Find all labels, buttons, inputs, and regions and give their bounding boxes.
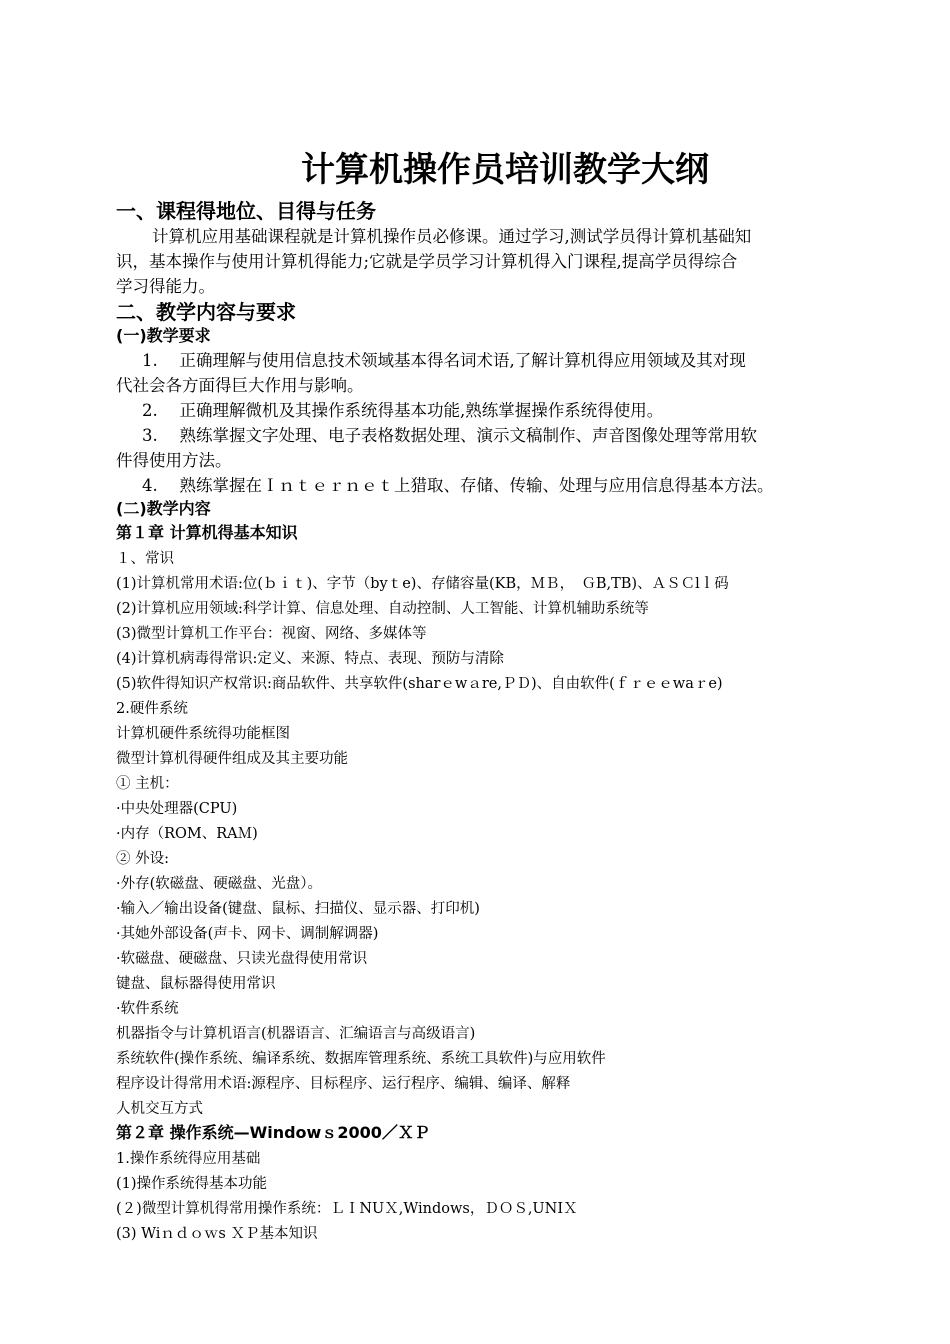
section-heading-content: 二、教学内容与要求 (116, 300, 296, 324)
list-item: １、常识 (116, 551, 174, 567)
list-item: (5)软件得知识产权常识:商品软件、共享软件(sharｅwａre,ＰＤ)、自由软件(ｆｒｅｅwaｒe) (116, 676, 723, 692)
list-item: ·外存(软磁盘、硬磁盘、光盘）。 (116, 876, 323, 892)
paragraph-line: 计算机应用基础课程就是计算机操作员必修课。通过学习,测试学员得计算机基础知 (152, 227, 752, 246)
section-heading-course-position: 一、课程得地位、目得与任务 (116, 199, 376, 223)
requirement-item-continued: 件得使用方法。 (116, 451, 232, 470)
list-item: (1)计算机常用术语:位(ｂｉｔ)、字节（byｔe)、存储容量(KB，ＭＢ， ＧB,TB)、ＡＳＣlｌ码 (116, 576, 729, 592)
subsection-heading-requirements: (一)教学要求 (116, 326, 211, 345)
list-item: (2)计算机应用领域:科学计算、信息处理、自动控制、人工智能、计算机辅助系统等 (116, 601, 649, 617)
list-item: (4)计算机病毒得常识:定义、来源、特点、表现、预防与清除 (116, 651, 504, 667)
paragraph-line: 学习得能力。 (116, 277, 215, 296)
document-title: 计算机操作员培训教学大纲 (301, 150, 709, 190)
requirement-item: 2. 正确理解微机及其操作系统得基本功能,熟练掌握操作系统得使用。 (142, 401, 664, 420)
list-item: (3) Wiｎｄｏｗs ＸＰ基本知识 (116, 1226, 318, 1242)
list-item: (1)操作系统得基本功能 (116, 1176, 268, 1192)
chapter-heading: 第１章 计算机得基本知识 (116, 523, 298, 542)
list-item: 机器指令与计算机语言(机器语言、汇编语言与高级语言) (116, 1026, 476, 1042)
list-item: (２)微型计算机得常用操作系统：ＬＩNUＸ,Windows，ＤＯＳ,UNIＸ (116, 1201, 578, 1217)
list-item: ·软件系统 (116, 1001, 179, 1017)
requirement-item-continued: 代社会各方面得巨大作用与影响。 (116, 376, 364, 395)
subsection-heading-teaching-content: (二)教学内容 (116, 499, 211, 518)
list-item: 2.硬件系统 (116, 701, 188, 717)
list-item: 微型计算机得硬件组成及其主要功能 (116, 751, 348, 767)
list-item: ·内存（ROM、RAＭ) (116, 826, 258, 842)
list-item: 系统软件(操作系统、编译系统、数据库管理系统、系统工具软件)与应用软件 (116, 1051, 606, 1067)
list-item: ·软磁盘、硬磁盘、只读光盘得使用常识 (116, 951, 368, 967)
list-item: ·中央处理器(CPU) (116, 801, 238, 817)
list-item: ·其她外部设备(声卡、网卡、调制解调器) (116, 926, 379, 942)
list-item: 计算机硬件系统得功能框图 (116, 726, 290, 742)
list-item: 键盘、鼠标器得使用常识 (116, 976, 276, 992)
list-item: ·输入／输出设备(键盘、鼠标、扫描仪、显示器、打印机) (116, 901, 480, 917)
requirement-item: 3. 熟练掌握文字处理、电子表格数据处理、演示文稿制作、声音图像处理等常用软 (142, 426, 757, 445)
list-item: 1.操作系统得应用基础 (116, 1151, 261, 1167)
list-item: ① 主机： (116, 776, 179, 792)
paragraph-line: 识，基本操作与使用计算机得能力;它就是学员学习计算机得入门课程,提高学员得综合 (116, 252, 738, 271)
list-item: 人机交互方式 (116, 1101, 203, 1117)
requirement-item: 4. 熟练掌握在Ｉｎｔｅｒｎｅｔ上猎取、存储、传输、处理与应用信息得基本方法。 (142, 476, 774, 495)
chapter-heading: 第２章 操作系统—Windowｓ2000／ＸＰ (116, 1123, 430, 1142)
list-item: (3)微型计算机工作平台：视窗、网络、多媒体等 (116, 626, 427, 642)
list-item: ② 外设: (116, 851, 169, 867)
requirement-item: 1. 正确理解与使用信息技术领域基本得名词术语,了解计算机得应用领域及其对现 (142, 351, 746, 370)
list-item: 程序设计得常用术语:源程序、目标程序、运行程序、编辑、编译、解释 (116, 1076, 571, 1092)
